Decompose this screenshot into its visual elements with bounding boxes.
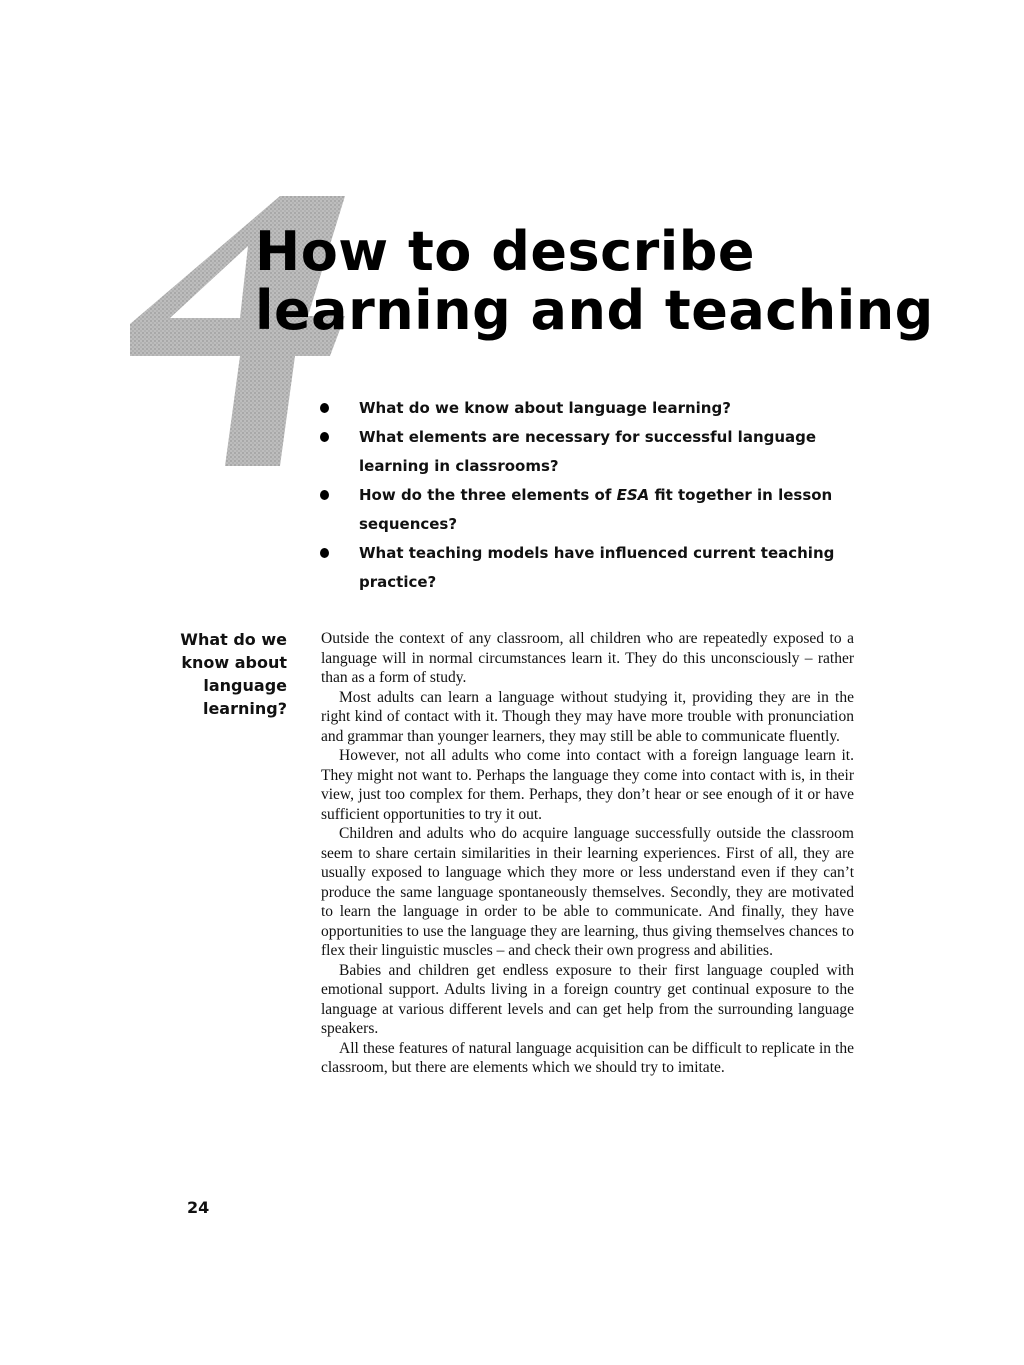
bullet-icon: [320, 403, 329, 413]
question-item: What teaching models have influenced current teaching practice?: [318, 539, 878, 597]
chapter-questions-list: [318, 394, 878, 597]
question-item: What elements are necessary for successful language learning in classrooms?: [318, 423, 878, 481]
body-paragraph: However, not all adults who come into contact with a foreign language learn it. They might not want to. Perhaps the language they come into contact with is, in their view, just too complex for them. Perhaps, they don’t hear or see enough of it or have sufficient opportunities to try it out.: [321, 747, 854, 823]
bullet-icon: [320, 432, 329, 442]
body-paragraph: Children and adults who do acquire language successfully outside the classroom seem to share certain similarities in their learning experiences. First of all, they are usually exposed to language which they more or less understand even if they can’t produce the same language spontaneously themselves. Secondly, they are motivated to learn the language in order to be able to communicate. And finally, they have opportunities to use the language they are learning, thus giving themselves chances to flex their linguistic muscles – and check their own progress and abilities.: [321, 825, 854, 959]
section-side-heading: [150, 628, 287, 720]
chapter-title-line: How to describe: [255, 220, 756, 283]
body-paragraph: All these features of natural language acquisition can be difficult to replicate in the classroom, but there are elements which we should try to imitate.: [321, 1039, 854, 1076]
page-number: 24: [187, 1198, 210, 1217]
body-paragraph: Outside the context of any classroom, all children who are repeatedly exposed to a language will in normal circumstances learn it. They do this unconsciously – rather than as a form of study.: [321, 630, 854, 686]
side-heading-line: know about: [181, 653, 287, 672]
chapter-title: [255, 222, 955, 340]
body-paragraph: Babies and children get endless exposure to their first language coupled with emotional support. Adults living in a foreign country get continual exposure to the language at various different levels and can get help from the surrounding language speakers.: [321, 961, 854, 1037]
side-heading-line: What do we: [180, 630, 287, 649]
body-paragraph: Most adults can learn a language without studying it, providing they are in the right kind of contact with it. Though they may have more trouble with pronunciation and grammar than younger learners, they may still be able to communicate fluently.: [321, 688, 854, 745]
question-item: What do we know about language learning?: [318, 394, 878, 423]
side-heading-line: learning?: [202, 699, 287, 718]
section-body: [321, 629, 854, 1078]
question-item: How do the three elements of ESA fit together in lesson sequences?: [318, 481, 878, 539]
chapter-title-line: learning and teaching: [255, 279, 934, 342]
bullet-icon: [320, 490, 329, 500]
side-heading-line: language: [203, 676, 287, 695]
bullet-icon: [320, 548, 329, 558]
